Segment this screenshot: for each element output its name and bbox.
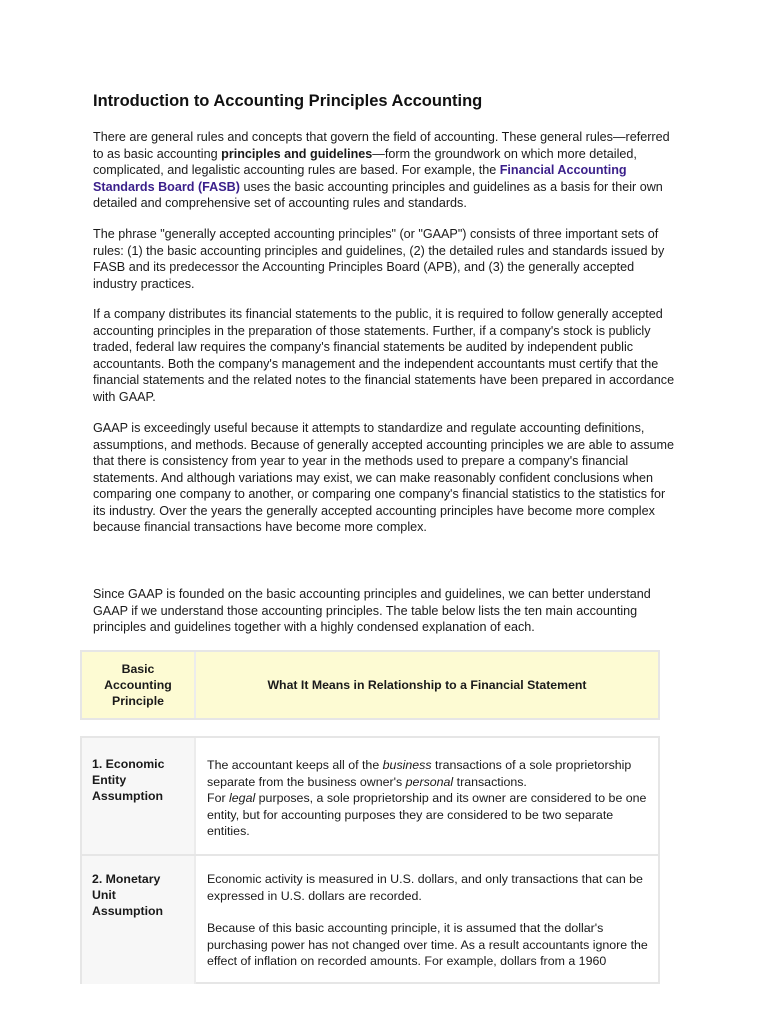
description-line: Because of this basic accounting principle, it is assumed that the dollar's purchasing power has not changed over time. As a result accountants ignore the effect of inflation on recorded amounts. For example, dollars from a 1960	[207, 921, 648, 969]
page-title: Introduction to Accounting Principles Accounting	[93, 92, 483, 110]
intro-bold-term: principles and guidelines	[221, 146, 373, 161]
gaap-usefulness-paragraph: GAAP is exceedingly useful because it attempts to standardize and regulate accounting definitions, assumptions, and methods. Because of generally accepted accounting principles we are able to assume that there is consistency from year to year in the methods used to prepare a company's financial statements. And although variations may exist, we can make reasonably confident conclusions when comparing one company to another, or comparing one company's financial statistics to the statistics for its industry. Over the years the generally accepted accounting principles have become more complex because financial transactions have become more complex.	[93, 421, 675, 534]
principles-table	[80, 736, 660, 984]
principle-description	[196, 738, 658, 854]
desc-text: transactions of a sole proprietorship separate from the business owner's	[207, 758, 632, 789]
desc-emphasis: personal	[405, 774, 454, 789]
table-row	[82, 738, 658, 856]
header-principle-cell: Basic Accounting Principle	[82, 652, 196, 718]
principle-label: 2. Monetary Unit Assumption	[82, 856, 196, 984]
header-row	[82, 652, 658, 718]
description-line	[207, 757, 648, 790]
public-company-paragraph: If a company distributes its financial statements to the public, it is required to follow generally accepted accounting principles in the preparation of those statements. Further, if a company's stock is publicly traded, federal law requires the company's financial statements be audited by independent public accountants. Both the company's management and the independent accountants must certify that the financial statements and the related notes to the financial statements have been prepared in accordance with GAAP.	[93, 307, 675, 404]
principles-table-header	[80, 650, 660, 720]
desc-text: purposes, a sole proprietorship and its owner are considered to be one entity, but for accounting purposes they are considered to be two separate entities.	[207, 791, 647, 839]
desc-text: For	[207, 791, 230, 806]
desc-emphasis: legal	[229, 791, 256, 806]
fasb-link[interactable]: Financial Accounting Standards Board (FASB)	[93, 163, 627, 194]
table-intro-paragraph: Since GAAP is founded on the basic accounting principles and guidelines, we can better understand GAAP if we understand those accounting principles. The table below lists the ten main accounting principles and guidelines together with a highly condensed explanation of each.	[93, 587, 651, 634]
intro-text-a: There are general rules and concepts that govern the field of accounting. These general rules—referred to as basic accounting	[93, 130, 670, 161]
description-line	[207, 790, 648, 840]
gaap-definition-paragraph: The phrase "generally accepted accounting principles" (or "GAAP") consists of three important sets of rules: (1) the basic accounting principles and guidelines, (2) the detailed rules and standards issued by FASB and its predecessor the Accounting Principles Board (APB), and (3) the generally accepted industry practices.	[93, 227, 665, 291]
table-row	[82, 856, 658, 984]
intro-paragraph	[93, 129, 679, 212]
principle-label: 1. Economic Entity Assumption	[82, 738, 196, 854]
desc-emphasis: business	[382, 758, 432, 772]
principle-description	[196, 856, 658, 984]
desc-text: transactions.	[453, 774, 527, 789]
description-line: Economic activity is measured in U.S. dollars, and only transactions that can be expressed in U.S. dollars are recorded.	[207, 872, 643, 903]
intro-text-d: uses the basic accounting principles and guidelines as a basis for their own detailed and comprehensive set of accounting rules and standards.	[93, 179, 663, 210]
desc-text: The accountant keeps all of the	[207, 758, 383, 772]
intro-text-c: —form the groundwork on which more detailed, complicated, and legalistic accounting rules are based. For example, the	[93, 146, 637, 177]
header-meaning-cell: What It Means in Relationship to a Financial Statement	[196, 652, 658, 718]
